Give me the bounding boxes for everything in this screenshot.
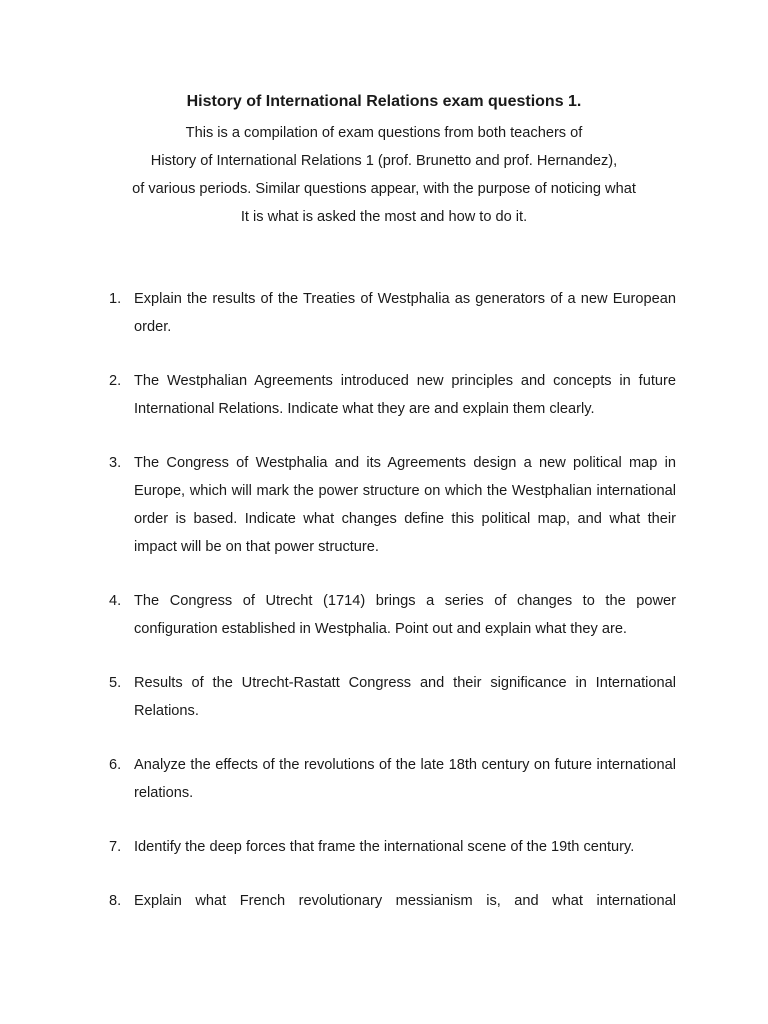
question-text: Explain what French revolutionary messianism is, and what international bbox=[134, 893, 676, 909]
question-item bbox=[104, 449, 676, 561]
question-text: Identify the deep forces that frame the international scene of the 19th century. bbox=[134, 839, 635, 855]
question-item bbox=[104, 887, 676, 915]
document-intro bbox=[84, 119, 684, 231]
question-item bbox=[104, 285, 676, 341]
question-number: 8. bbox=[109, 893, 122, 909]
question-item bbox=[104, 587, 676, 643]
question-text: The Congress of Utrecht (1714) brings a series of changes to the power configuration established in Westphalia. Point out and explain what they are. bbox=[134, 593, 676, 637]
question-text: Explain the results of the Treaties of Westphalia as generators of a new European order. bbox=[134, 291, 676, 335]
question-item bbox=[104, 367, 676, 423]
question-number: 3. bbox=[109, 455, 122, 471]
intro-line: It is what is asked the most and how to do it. bbox=[240, 209, 528, 225]
document-title: History of International Relations exam questions 1. bbox=[186, 93, 582, 110]
intro-line: of various periods. Similar questions appear, with the purpose of noticing what bbox=[132, 181, 636, 197]
question-text: The Congress of Westphalia and its Agreements design a new political map in Europe, which will mark the power structure on which the Westphalian international order is based. Indicate what changes define this political map, and what their impact will be on that power structure. bbox=[134, 455, 676, 555]
question-text: Results of the Utrecht-Rastatt Congress and their significance in International Relations. bbox=[134, 675, 676, 719]
question-number: 1. bbox=[109, 291, 122, 307]
question-number: 2. bbox=[109, 373, 122, 389]
question-text: Analyze the effects of the revolutions of the late 18th century on future international relations. bbox=[134, 757, 676, 801]
intro-line: This is a compilation of exam questions from both teachers of bbox=[185, 125, 583, 141]
question-item bbox=[104, 833, 676, 861]
question-number: 4. bbox=[109, 593, 122, 609]
intro-line: History of International Relations 1 (prof. Brunetto and prof. Hernandez), bbox=[150, 153, 618, 169]
question-number: 6. bbox=[109, 757, 122, 773]
question-item bbox=[104, 751, 676, 807]
question-number: 5. bbox=[109, 675, 122, 691]
question-list bbox=[104, 285, 676, 941]
question-item bbox=[104, 669, 676, 725]
question-number: 7. bbox=[109, 839, 122, 855]
question-text: The Westphalian Agreements introduced new principles and concepts in future International Relations. Indicate what they are and explain them clearly. bbox=[134, 373, 676, 417]
